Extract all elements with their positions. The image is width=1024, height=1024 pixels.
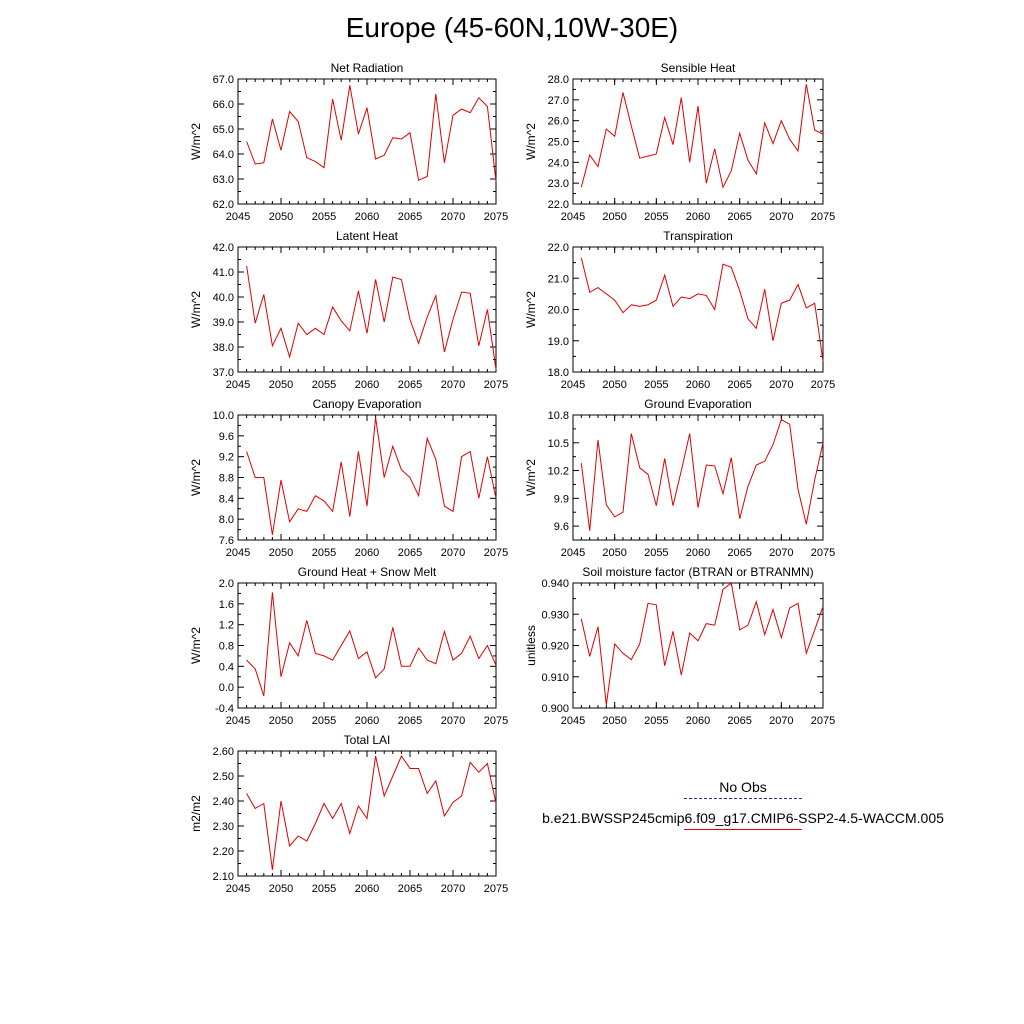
y-tick-label: 21.0 — [547, 273, 569, 286]
y-axis-label: W/m^2 — [524, 459, 538, 496]
x-tick-label: 2065 — [397, 547, 423, 559]
x-tick-label: 2055 — [644, 547, 669, 559]
y-tick-label: 10.8 — [547, 410, 569, 422]
y-tick-label: 10.0 — [212, 410, 234, 422]
plot-frame — [573, 247, 823, 372]
x-tick-label: 2060 — [354, 379, 380, 391]
y-tick-label: 8.0 — [218, 514, 234, 527]
series-line — [247, 85, 496, 181]
y-tick-label: 0.920 — [541, 640, 569, 653]
x-tick-label: 2070 — [440, 547, 466, 559]
series-line — [581, 84, 823, 187]
x-tick-label: 2050 — [268, 211, 294, 223]
y-tick-label: 0.910 — [541, 671, 569, 684]
x-tick-label: 2050 — [602, 211, 627, 223]
x-tick-label: 2075 — [810, 715, 836, 727]
y-tick-label: 9.9 — [553, 493, 569, 506]
y-axis-label: W/m^2 — [189, 291, 203, 328]
plot-frame — [238, 583, 496, 708]
panel-title: Net Radiation — [330, 61, 404, 75]
y-tick-label: 62.0 — [212, 199, 234, 211]
x-tick-label: 2075 — [810, 211, 836, 223]
x-tick-label: 2070 — [440, 379, 466, 391]
x-tick-label: 2075 — [483, 379, 509, 391]
y-tick-label: 2.30 — [212, 821, 234, 833]
y-tick-label: 0.940 — [541, 578, 569, 590]
x-tick-label: 2045 — [560, 379, 586, 391]
y-tick-label: 8.4 — [218, 493, 234, 506]
y-axis-label: W/m^2 — [524, 123, 538, 160]
y-tick-label: 8.8 — [218, 472, 234, 485]
y-tick-label: 19.0 — [547, 335, 569, 348]
x-tick-label: 2045 — [560, 547, 586, 559]
series-line — [247, 592, 496, 696]
y-tick-label: 0.8 — [218, 640, 234, 653]
y-tick-label: 7.6 — [218, 535, 234, 547]
series-line — [581, 583, 823, 705]
series-line — [247, 266, 496, 370]
panel-title: Canopy Evaporation — [312, 397, 422, 411]
plot-frame — [238, 751, 496, 876]
y-tick-label: -0.4 — [215, 703, 234, 715]
y-tick-label: 24.0 — [547, 157, 569, 170]
y-tick-label: 2.40 — [212, 796, 234, 808]
y-tick-label: 63.0 — [212, 174, 234, 186]
x-tick-label: 2055 — [311, 883, 337, 895]
plot-frame — [238, 415, 496, 540]
x-tick-label: 2075 — [810, 379, 836, 391]
x-tick-label: 2045 — [225, 379, 251, 391]
x-tick-label: 2065 — [727, 211, 752, 223]
chart-panel — [189, 733, 508, 895]
y-tick-label: 10.2 — [547, 465, 569, 478]
x-tick-label: 2055 — [311, 211, 337, 223]
y-tick-label: 22.0 — [547, 242, 569, 254]
x-tick-label: 2070 — [769, 379, 794, 391]
y-tick-label: 20.0 — [547, 304, 569, 317]
x-tick-label: 2070 — [769, 547, 794, 559]
plot-frame — [238, 247, 496, 372]
x-tick-label: 2060 — [685, 547, 711, 559]
y-axis-label: W/m^2 — [189, 459, 203, 496]
y-tick-label: 64.0 — [212, 149, 234, 161]
y-tick-label: 2.10 — [212, 871, 234, 883]
x-tick-label: 2050 — [602, 715, 627, 727]
y-tick-label: 2.50 — [212, 771, 234, 783]
x-tick-label: 2060 — [354, 211, 380, 223]
y-tick-label: 28.0 — [547, 74, 569, 86]
x-tick-label: 2065 — [727, 379, 752, 391]
y-tick-label: 0.0 — [218, 682, 234, 695]
x-tick-label: 2045 — [560, 211, 586, 223]
x-tick-label: 2055 — [311, 379, 337, 391]
x-tick-label: 2065 — [727, 715, 752, 727]
legend-obs-label: No Obs — [719, 779, 767, 795]
plot-frame — [573, 415, 823, 540]
y-tick-label: 18.0 — [547, 367, 569, 379]
x-tick-label: 2060 — [354, 883, 380, 895]
x-tick-label: 2065 — [397, 379, 423, 391]
x-tick-label: 2070 — [440, 715, 466, 727]
x-tick-label: 2050 — [602, 379, 627, 391]
y-tick-label: 66.0 — [212, 99, 234, 111]
y-tick-label: 39.0 — [212, 317, 234, 329]
x-tick-label: 2060 — [354, 715, 380, 727]
x-tick-label: 2075 — [483, 211, 509, 223]
chart-panel — [189, 61, 508, 223]
y-tick-label: 9.6 — [553, 521, 569, 534]
x-tick-label: 2065 — [397, 883, 423, 895]
x-tick-label: 2050 — [268, 379, 294, 391]
x-tick-label: 2045 — [560, 715, 586, 727]
x-tick-label: 2055 — [644, 211, 669, 223]
y-tick-label: 27.0 — [547, 94, 569, 107]
x-tick-label: 2060 — [354, 547, 380, 559]
x-tick-label: 2075 — [483, 547, 509, 559]
chart-panel — [524, 397, 835, 559]
y-tick-label: 67.0 — [212, 74, 234, 86]
figure-title: Europe (45-60N,10W-30E) — [345, 12, 679, 43]
legend-model-line — [684, 829, 802, 830]
y-axis-label: unitless — [524, 625, 538, 666]
x-tick-label: 2065 — [397, 211, 423, 223]
x-tick-label: 2055 — [311, 547, 337, 559]
y-tick-label: 26.0 — [547, 115, 569, 128]
y-tick-label: 2.0 — [218, 578, 234, 590]
plot-frame — [573, 583, 823, 708]
panel-title: Soil moisture factor (BTRAN or BTRANMN) — [582, 565, 814, 579]
x-tick-label: 2065 — [727, 547, 752, 559]
series-line — [581, 258, 823, 361]
x-tick-label: 2070 — [440, 883, 466, 895]
x-tick-label: 2060 — [685, 715, 711, 727]
y-tick-label: 40.0 — [212, 292, 234, 304]
y-axis-label: W/m^2 — [189, 123, 203, 160]
series-line — [581, 420, 823, 531]
panel-title: Transpiration — [663, 229, 733, 243]
x-tick-label: 2050 — [268, 547, 294, 559]
y-tick-label: 2.60 — [212, 746, 234, 758]
panel-title: Total LAI — [343, 733, 391, 747]
y-tick-label: 22.0 — [547, 199, 569, 211]
x-tick-label: 2045 — [225, 547, 251, 559]
y-axis-label: W/m^2 — [524, 291, 538, 328]
y-tick-label: 38.0 — [212, 342, 234, 354]
y-axis-label: W/m^2 — [189, 627, 203, 664]
y-tick-label: 41.0 — [212, 267, 234, 279]
chart-panel — [524, 61, 835, 223]
chart-panel — [524, 565, 835, 727]
series-line — [247, 418, 496, 535]
x-tick-label: 2050 — [602, 547, 627, 559]
x-tick-label: 2075 — [810, 547, 836, 559]
x-tick-label: 2055 — [644, 715, 669, 727]
y-tick-label: 1.2 — [218, 619, 234, 632]
y-tick-label: 9.6 — [218, 430, 234, 443]
y-tick-label: 10.5 — [547, 437, 569, 450]
chart-panel — [524, 229, 835, 391]
panel-title: Ground Evaporation — [644, 397, 752, 411]
x-tick-label: 2065 — [397, 715, 423, 727]
plot-frame — [238, 79, 496, 204]
x-tick-label: 2045 — [225, 715, 251, 727]
series-line — [247, 756, 496, 870]
y-tick-label: 42.0 — [212, 242, 234, 254]
chart-panel — [189, 397, 508, 559]
x-tick-label: 2045 — [225, 211, 251, 223]
y-tick-label: 23.0 — [547, 178, 569, 191]
y-tick-label: 1.6 — [218, 598, 234, 611]
y-tick-label: 37.0 — [212, 367, 234, 379]
legend-model-label: b.e21.BWSSP245cmip6.f09_g17.CMIP6-SSP2-4.5-WACCM.005 — [542, 810, 944, 826]
chart-panel — [189, 565, 508, 727]
y-tick-label: 25.0 — [547, 136, 569, 149]
x-tick-label: 2055 — [644, 379, 669, 391]
y-axis-label: m2/m2 — [189, 795, 203, 832]
panel-title: Latent Heat — [335, 229, 399, 243]
x-tick-label: 2045 — [225, 883, 251, 895]
y-tick-label: 0.900 — [541, 703, 569, 715]
panel-title: Sensible Heat — [660, 61, 736, 75]
legend — [520, 778, 966, 840]
x-tick-label: 2060 — [685, 211, 711, 223]
x-tick-label: 2075 — [483, 883, 509, 895]
x-tick-label: 2070 — [769, 211, 794, 223]
x-tick-label: 2075 — [483, 715, 509, 727]
x-tick-label: 2050 — [268, 883, 294, 895]
chart-panel — [189, 229, 508, 391]
legend-obs-line — [684, 798, 802, 799]
x-tick-label: 2070 — [769, 715, 794, 727]
y-tick-label: 0.4 — [218, 661, 234, 674]
panel-title: Ground Heat + Snow Melt — [297, 565, 437, 579]
y-tick-label: 9.2 — [218, 451, 234, 464]
x-tick-label: 2055 — [311, 715, 337, 727]
y-tick-label: 65.0 — [212, 124, 234, 136]
x-tick-label: 2050 — [268, 715, 294, 727]
y-tick-label: 2.20 — [212, 846, 234, 858]
y-tick-label: 0.930 — [541, 609, 569, 622]
x-tick-label: 2060 — [685, 379, 711, 391]
x-tick-label: 2070 — [440, 211, 466, 223]
plot-frame — [573, 79, 823, 204]
